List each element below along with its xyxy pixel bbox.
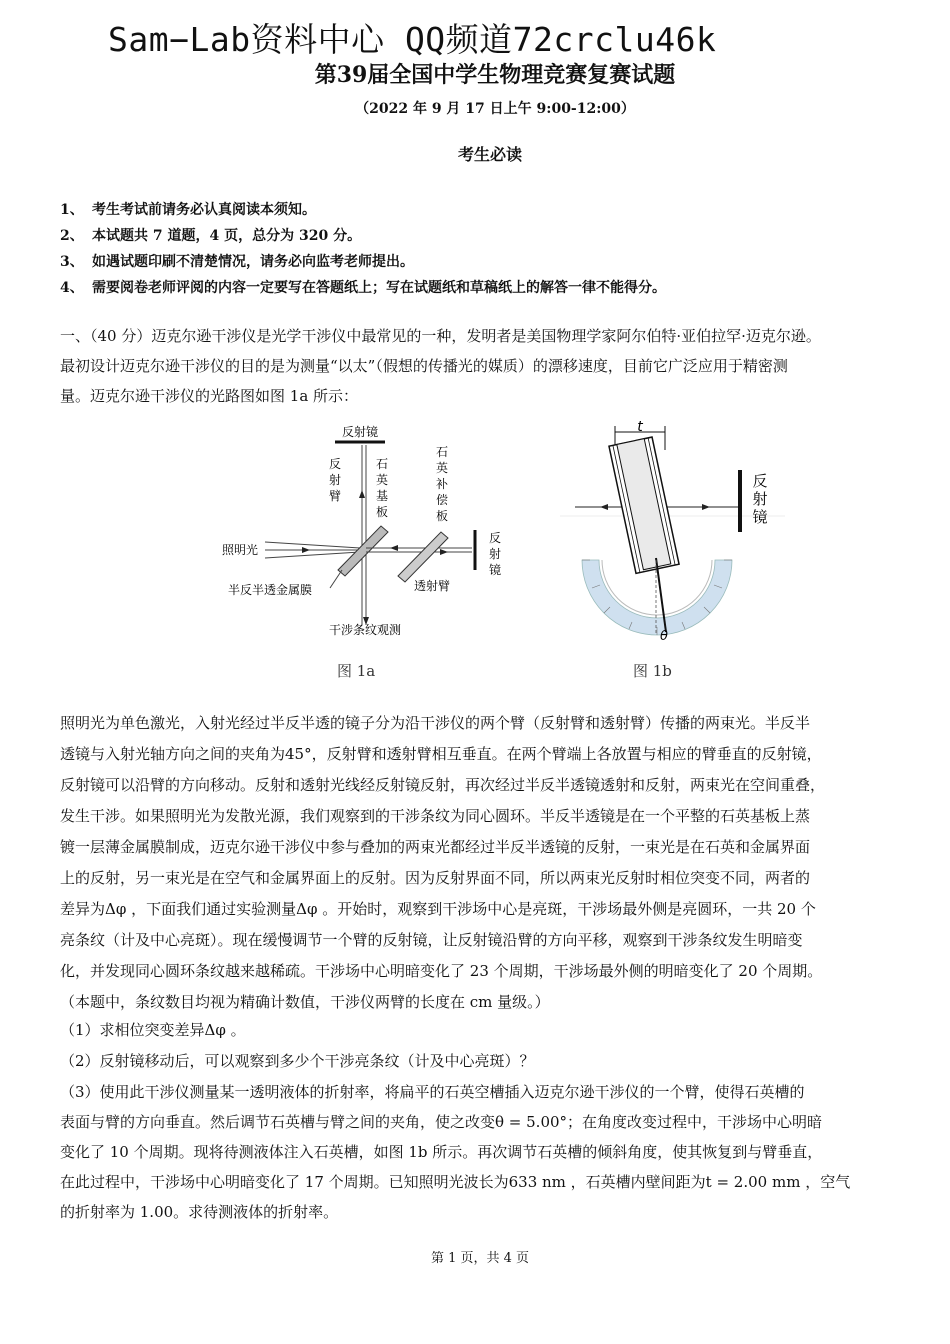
- question-2: （2）反射镜移动后，可以观察到多少个干涉亮条纹（计及中心亮斑）？: [60, 1052, 535, 1070]
- body-line: 差异为Δφ ，下面我们通过实验测量Δφ 。开始时，观察到干涉场中心是亮斑，干涉场最外侧是亮圆环，一共 20 个: [60, 900, 816, 918]
- notice-item: [60, 197, 900, 223]
- q3-line: 的折射率为 1.00。求待测液体的折射率。: [60, 1203, 339, 1221]
- q3-line: 在此过程中，干涉场中心明暗变化了 17 个周期。已知照明光波长为633 nm ，石英槽内壁间距为t = 2.00 mm ，空气: [60, 1173, 851, 1191]
- fig1b-mirror-label-2: 射: [752, 490, 768, 508]
- fig1a-quartz-comp-label-1: 石: [435, 445, 449, 459]
- figure-1b-caption: 图 1b: [633, 662, 672, 680]
- exam-title: 第39届全国中学生物理竞赛复赛试题: [314, 62, 676, 88]
- figure-1a-caption: 图 1a: [337, 662, 376, 680]
- fig1a-quartz-base-label-2: 英: [375, 473, 389, 487]
- body-line: 透镜与入射光轴方向之间的夹角为45°，反射臂和透射臂相互垂直。在两个臂端上各放置与相应的臂垂直的反射镜，: [60, 745, 822, 763]
- fig1a-quartz-comp-label-5: 板: [435, 509, 449, 523]
- body-line: 镀一层薄金属膜制成，迈克尔逊干涉仪中参与叠加的两束光都经过半反半透镜的反射，一束光是在石英和金属界面: [60, 838, 811, 856]
- figure-1a: [210, 420, 510, 645]
- fig1a-observe-label: 干涉条纹观测: [328, 623, 402, 637]
- exam-date: （2022 年 9 月 17 日上午 9:00-12:00）: [355, 101, 635, 117]
- body-paragraph: [60, 708, 894, 1018]
- fig1a-quartz-base-label-1: 石: [375, 457, 389, 471]
- fig1a-quartz-comp-label-2: 英: [435, 461, 449, 475]
- notice-text: 考生考试前请务必认真阅读本须知。: [92, 202, 316, 218]
- fig1a-reflect-arm-label-1: 反: [328, 457, 342, 471]
- figure-1b: [560, 420, 785, 660]
- q3-line: （3）使用此干涉仪测量某一透明液体的折射率，将扁平的石英空槽插入迈克尔逊干涉仪的一个臂，使得石英槽的: [60, 1083, 805, 1101]
- fig1a-top-mirror-label: 反射镜: [341, 425, 379, 439]
- fig1a-quartz-comp-label-3: 补: [435, 477, 449, 491]
- intro-line: 一、（40 分）迈克尔逊干涉仪是光学干涉仪中最常见的一种，发明者是美国物理学家阿尔伯特·亚伯拉罕·迈克尔逊。: [60, 327, 821, 345]
- notice-list: [60, 197, 900, 301]
- page-footer: 第 1 页，共 4 页: [430, 1251, 530, 1266]
- fig1a-trans-arm-label: 透射臂: [413, 579, 451, 593]
- fig1a-right-mirror-label-3: 镜: [488, 563, 502, 577]
- question-3: [60, 1077, 894, 1227]
- fig1a-quartz-comp-label-4: 偿: [435, 493, 449, 507]
- notice-number: 3、: [60, 254, 84, 270]
- fig1b-mirror-label-1: 反: [752, 472, 768, 490]
- notice-number: 1、: [60, 202, 84, 218]
- notice-number: 4、: [60, 280, 84, 296]
- notice-item: [60, 275, 900, 301]
- fig1a-right-mirror-label-1: 反: [488, 531, 502, 545]
- fig1a-reflect-arm-label-2: 射: [328, 473, 342, 487]
- fig1a-right-mirror-label-2: 射: [488, 547, 502, 561]
- notice-number: 2、: [60, 228, 84, 244]
- fig1a-reflect-arm-label-3: 臂: [328, 489, 342, 503]
- notice-text: 需要阅卷老师评阅的内容一定要写在答题纸上；写在试题纸和草稿纸上的解答一律不能得分。: [92, 280, 666, 296]
- q3-line: 表面与臂的方向垂直。然后调节石英槽与臂之间的夹角，使之改变θ = 5.00°；在角度改变过程中，干涉场中心明暗: [60, 1113, 823, 1131]
- body-line: 照明光为单色激光，入射光经过半反半透的镜子分为沿干涉仪的两个臂（反射臂和透射臂）传播的两束光。半反半: [60, 714, 811, 732]
- body-line: 发生干涉。如果照明光为发散光源，我们观察到的干涉条纹为同心圆环。半反半透镜是在一个平整的石英基板上蒸: [60, 807, 811, 825]
- body-line: 反射镜可以沿臂的方向移动。反射和透射光线经反射镜反射，再次经过半反半透镜透射和反射，两束光在空间重叠，: [60, 776, 826, 794]
- fig1a-light-label: 照明光: [221, 543, 259, 557]
- notice-text: 如遇试题印刷不清楚情况，请务必向监考老师提出。: [92, 254, 414, 270]
- notice-item: [60, 249, 900, 275]
- q3-line: 变化了 10 个周期。现将待测液体注入石英槽，如图 1b 所示。再次调节石英槽的倾斜角度，使其恢复到与臂垂直，: [60, 1143, 823, 1161]
- fig1b-mirror-label-3: 镜: [752, 508, 768, 526]
- notice-text: 本试题共 7 道题，4 页，总分为 320 分。: [92, 228, 362, 244]
- fig1b-t-label: t: [637, 420, 643, 435]
- question-1: （1）求相位突变差异Δφ 。: [60, 1021, 246, 1039]
- fig1a-half-mirror-label: 半反半透金属膜: [227, 583, 313, 597]
- body-line: 上的反射，另一束光是在空气和金属界面上的反射。因为反射界面不同，所以两束光反射时相位突变不同，两者的: [60, 869, 811, 887]
- intro-line: 最初设计迈克尔逊干涉仪的目的是为测量“以太”（假想的传播光的媒质）的漂移速度，目前它广泛应用于精密测: [60, 357, 788, 375]
- fig1b-theta-label: θ: [660, 629, 668, 644]
- notice-item: [60, 223, 900, 249]
- intro-line: 量。迈克尔逊干涉仪的光路图如图 1a 所示：: [60, 387, 359, 405]
- must-read-heading: 考生必读: [457, 145, 522, 164]
- watermark-text: Sam−Lab资料中心 QQ频道72crclu46k: [108, 20, 717, 59]
- body-line: 亮条纹（计及中心亮斑）。现在缓慢调节一个臂的反射镜，让反射镜沿臂的方向平移，观察到干涉条纹发生明暗变: [60, 931, 803, 949]
- body-line: 化，并发现同心圆环条纹越来越稀疏。干涉场中心明暗变化了 23 个周期，干涉场最外侧的明暗变化了 20 个周期。: [60, 962, 823, 980]
- fig1a-quartz-base-label-3: 基: [375, 489, 389, 503]
- body-line: （本题中，条纹数目均视为精确计数值，干涉仪两臂的长度在 cm 量级。）: [60, 993, 550, 1011]
- fig1a-quartz-base-label-4: 板: [375, 505, 389, 519]
- intro-paragraph: [60, 321, 894, 411]
